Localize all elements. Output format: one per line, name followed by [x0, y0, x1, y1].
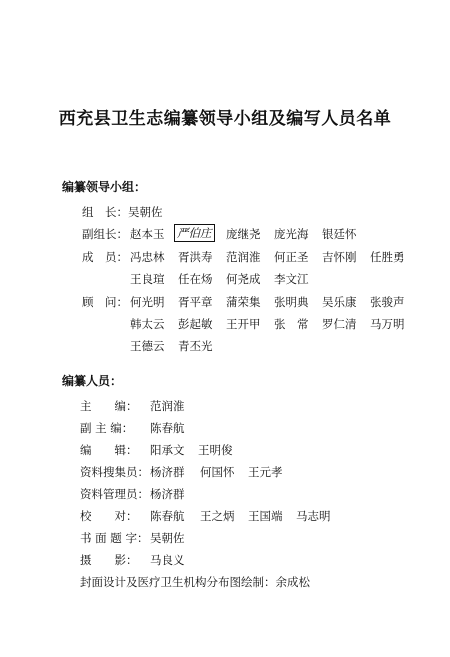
proofreader-name: 陈春航 — [150, 509, 185, 523]
deputy-name: 银廷怀 — [322, 227, 357, 241]
member-name: 吉怀刚 — [322, 250, 357, 264]
advisor-name: 王德云 — [130, 339, 165, 353]
leadership-heading: 编纂领导小组： — [62, 180, 147, 194]
deputy-name: 庞继尧 — [226, 227, 261, 241]
proofreader-name: 马志明 — [296, 509, 331, 523]
collector-name: 杨济群 — [150, 465, 185, 479]
page-title: 西充县卫生志编纂领导小组及编写人员名单 — [58, 109, 392, 129]
collectors-label: 资料搜集员： — [80, 465, 149, 479]
members-label: 成 员： — [82, 250, 128, 264]
advisor-name: 张骏声 — [370, 295, 405, 309]
proofreader-name: 王国端 — [248, 509, 283, 523]
photographer-name: 马良义 — [150, 553, 185, 567]
designer-name: 余成松 — [275, 575, 310, 589]
deputy-editor-name: 陈春航 — [150, 421, 185, 435]
advisor-name: 吴乐康 — [322, 295, 357, 309]
leader-row — [82, 204, 163, 220]
member-name: 李文江 — [274, 272, 309, 286]
advisor-name: 蒲荣集 — [226, 295, 261, 309]
cover-title-name: 吴朝佐 — [150, 531, 185, 545]
advisor-name: 罗仁清 — [322, 317, 357, 331]
chief-editor-label: 主 编： — [80, 399, 138, 413]
member-name: 任胜勇 — [370, 250, 405, 264]
manager-label: 资料管理员： — [80, 487, 149, 501]
editor-name: 王明俊 — [198, 443, 233, 457]
member-name: 范润淮 — [226, 250, 261, 264]
photography-label: 摄 影： — [80, 553, 138, 567]
member-name: 任在炀 — [178, 272, 213, 286]
staff-heading: 编纂人员： — [62, 374, 123, 388]
proofreaders-label: 校 对： — [80, 509, 138, 523]
editors-label: 编 辑： — [80, 443, 138, 457]
manager-name: 杨济群 — [150, 487, 185, 501]
advisor-name: 王开甲 — [226, 317, 261, 331]
advisor-name: 彭起敏 — [178, 317, 213, 331]
deputy-name-handwritten: 严伯庄 — [174, 224, 215, 242]
deputies-label: 副组长： — [82, 227, 128, 241]
advisor-name: 韩太云 — [130, 317, 165, 331]
advisor-name: 何光明 — [130, 295, 165, 309]
leader-label: 组 长： — [82, 205, 128, 219]
chief-editor-name: 范润淮 — [150, 399, 185, 413]
member-name: 冯忠林 — [130, 250, 165, 264]
deputy-name: 庞光海 — [274, 227, 309, 241]
member-name: 胥洪寿 — [178, 250, 213, 264]
proofreader-name: 王之炳 — [200, 509, 235, 523]
deputy-editor-label: 副 主 编： — [80, 421, 134, 435]
cover-title-label: 书 面 题 字： — [80, 531, 149, 545]
leader-name: 吴朝佐 — [128, 205, 163, 219]
advisors-label: 顾 问： — [82, 295, 128, 309]
deputy-name: 赵本玉 — [130, 227, 165, 241]
advisor-name: 青丕光 — [178, 339, 213, 353]
advisor-name: 胥平章 — [178, 295, 213, 309]
collector-name: 王元孝 — [248, 465, 283, 479]
member-name: 王良瑄 — [130, 272, 165, 286]
design-label: 封面设计及医疗卫生机构分布图绘制： — [80, 575, 276, 589]
member-name: 何尧成 — [226, 272, 261, 286]
advisor-name: 马万明 — [370, 317, 405, 331]
member-name: 何正圣 — [274, 250, 309, 264]
design-row — [80, 574, 420, 590]
editor-name: 阳承文 — [150, 443, 185, 457]
collector-name: 何国怀 — [200, 465, 235, 479]
advisor-name: 张 常 — [274, 317, 309, 331]
advisor-name: 张明典 — [274, 295, 309, 309]
